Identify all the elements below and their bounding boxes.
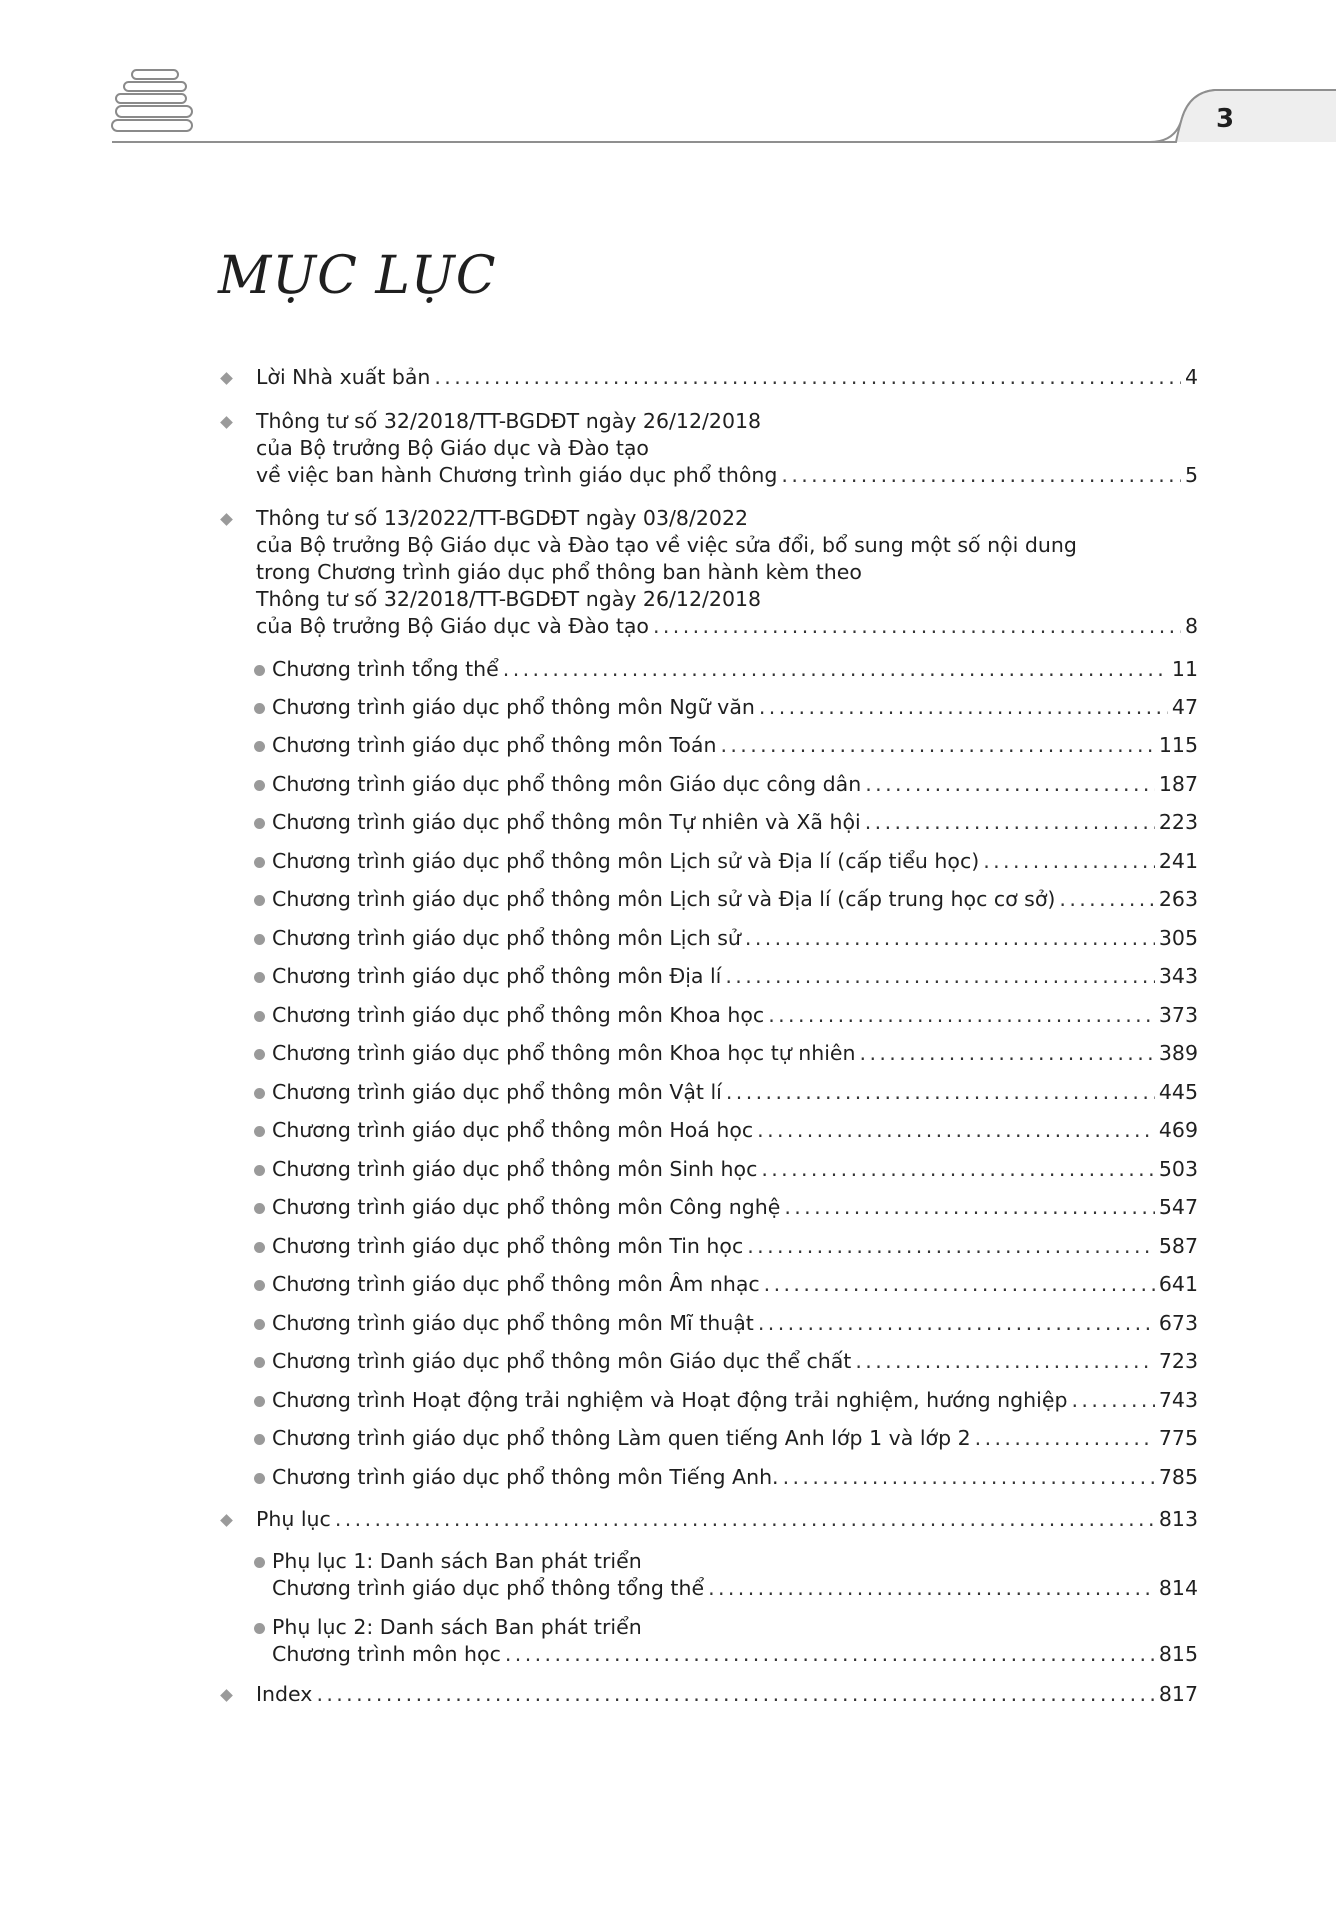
toc-entry-title: Chương trình giáo dục phổ thông môn Âm nhạc <box>272 1272 760 1296</box>
dot-bullet-icon <box>254 1434 265 1445</box>
dot-leader <box>1059 886 1154 913</box>
dot-leader <box>1072 1387 1155 1414</box>
toc-entry-title: Thông tư số 32/2018/TT-BGDĐT ngày 26/12/2018 <box>256 409 762 433</box>
toc-entry-title: Chương trình giáo dục phổ thông môn Lịch sử và Địa lí (cấp tiểu học) <box>272 849 980 873</box>
dot-leader <box>747 1233 1155 1260</box>
dot-leader <box>855 1348 1155 1375</box>
toc-entry-title: Chương trình giáo dục phổ thông môn Khoa học <box>272 1003 765 1027</box>
dot-bullet-icon <box>254 703 265 714</box>
toc-page-number: 187 <box>1158 772 1198 796</box>
dot-leader <box>434 364 1181 391</box>
dot-leader <box>503 656 1168 683</box>
dot-leader <box>761 1156 1155 1183</box>
toc-page-number: 115 <box>1158 733 1198 757</box>
toc-page-number: 389 <box>1158 1041 1198 1065</box>
toc-page-number: 469 <box>1158 1118 1198 1142</box>
dot-bullet-icon <box>254 1049 265 1060</box>
toc-page-number: 814 <box>1158 1576 1198 1600</box>
toc-entry-title: Chương trình giáo dục phổ thông môn Tự nhiên và Xã hội <box>272 810 861 834</box>
toc-page-number: 547 <box>1158 1195 1198 1219</box>
toc-entry-title: trong Chương trình giáo dục phổ thông ban hành kèm theo <box>256 560 862 584</box>
dot-leader <box>758 1310 1155 1337</box>
dot-leader <box>783 1464 1155 1491</box>
toc-entry-title: của Bộ trưởng Bộ Giáo dục và Đào tạo <box>256 614 649 638</box>
toc-page-number: 743 <box>1158 1388 1198 1412</box>
dot-leader <box>975 1425 1155 1452</box>
toc-page-number: 503 <box>1158 1157 1198 1181</box>
dot-leader <box>653 613 1181 640</box>
diamond-bullet-icon <box>220 372 233 385</box>
toc-entry-title: Chương trình giáo dục phổ thông môn Giáo dục công dân <box>272 772 862 796</box>
toc-page-number: 8 <box>1184 614 1198 638</box>
dot-bullet-icon <box>254 1396 265 1407</box>
toc-entry-title: Chương trình giáo dục phổ thông môn Khoa học tự nhiên <box>272 1041 856 1065</box>
toc-page-number: 587 <box>1158 1234 1198 1258</box>
toc-page-number: 445 <box>1158 1080 1198 1104</box>
dot-leader <box>781 462 1181 489</box>
toc-entry-title: Phụ lục <box>256 1507 331 1531</box>
toc-entry-title: Chương trình Hoạt động trải nghiệm và Hoạt động trải nghiệm, hướng nghiệp <box>272 1388 1068 1412</box>
toc-page-number: 4 <box>1184 365 1198 389</box>
toc-entry-title: Chương trình giáo dục phổ thông môn Ngữ văn <box>272 695 755 719</box>
toc-entry-title: Chương trình giáo dục phổ thông tổng thể <box>272 1576 705 1600</box>
toc-page-number: 815 <box>1158 1642 1198 1666</box>
toc-page-number: 775 <box>1158 1426 1198 1450</box>
toc-page-number: 305 <box>1158 926 1198 950</box>
dot-leader <box>983 848 1155 875</box>
dot-bullet-icon <box>254 934 265 945</box>
dot-bullet-icon <box>254 1242 265 1253</box>
dot-bullet-icon <box>254 780 265 791</box>
dot-bullet-icon <box>254 1011 265 1022</box>
toc-entry-title: Chương trình giáo dục phổ thông môn Lịch sử <box>272 926 741 950</box>
toc-page-number: 813 <box>1158 1507 1198 1531</box>
toc-page-number: 263 <box>1158 887 1198 911</box>
dot-leader <box>860 1040 1155 1067</box>
toc-page-number: 817 <box>1158 1682 1198 1706</box>
dot-bullet-icon <box>254 1623 265 1634</box>
dot-bullet-icon <box>254 1557 265 1568</box>
dot-leader <box>720 732 1154 759</box>
dot-bullet-icon <box>254 1088 265 1099</box>
toc-page-number: 241 <box>1158 849 1198 873</box>
stacked-books-icon <box>110 68 200 144</box>
diamond-bullet-icon <box>220 513 233 526</box>
dot-bullet-icon <box>254 665 265 676</box>
toc-page-number: 723 <box>1158 1349 1198 1373</box>
dot-bullet-icon <box>254 1357 265 1368</box>
toc-page-number: 223 <box>1158 810 1198 834</box>
toc-entry-title: Chương trình giáo dục phổ thông môn Địa lí <box>272 964 722 988</box>
dot-leader <box>708 1575 1155 1602</box>
dot-bullet-icon <box>254 1126 265 1137</box>
dot-leader <box>725 963 1154 990</box>
toc-entry-title: Chương trình môn học <box>272 1642 501 1666</box>
dot-bullet-icon <box>254 1165 265 1176</box>
toc-entry-title: Chương trình giáo dục phổ thông Làm quen tiếng Anh lớp 1 và lớp 2 <box>272 1426 971 1450</box>
toc-entry-title: Chương trình giáo dục phổ thông môn Tiếng Anh. <box>272 1465 779 1489</box>
toc-entry-title: Chương trình giáo dục phổ thông môn Hoá học <box>272 1118 754 1142</box>
toc-page-number: 373 <box>1158 1003 1198 1027</box>
diamond-bullet-icon <box>220 1514 233 1527</box>
toc-entry-title: Chương trình giáo dục phổ thông môn Toán <box>272 733 717 757</box>
dot-leader <box>764 1271 1155 1298</box>
dot-bullet-icon <box>254 972 265 983</box>
toc-entry-title: Thông tư số 32/2018/TT-BGDĐT ngày 26/12/2018 <box>256 587 762 611</box>
toc-page-number: 673 <box>1158 1311 1198 1335</box>
dot-bullet-icon <box>254 818 265 829</box>
toc-entry-title: Index <box>256 1682 313 1706</box>
diamond-bullet-icon <box>220 1689 233 1702</box>
dot-bullet-icon <box>254 1473 265 1484</box>
toc-page-number: 785 <box>1158 1465 1198 1489</box>
dot-bullet-icon <box>254 857 265 868</box>
dot-leader <box>726 1079 1155 1106</box>
dot-leader <box>757 1117 1155 1144</box>
toc-page-number: 5 <box>1184 463 1198 487</box>
dot-leader <box>745 925 1155 952</box>
toc-entry-title: Lời Nhà xuất bản <box>256 365 431 389</box>
dot-leader <box>865 771 1155 798</box>
toc-entry-title: Chương trình giáo dục phổ thông môn Lịch sử và Địa lí (cấp trung học cơ sở) <box>272 887 1056 911</box>
header-rule <box>0 0 1336 160</box>
toc-entry-title: Chương trình giáo dục phổ thông môn Sinh học <box>272 1157 758 1181</box>
dot-bullet-icon <box>254 1280 265 1291</box>
toc-entry-title: Chương trình giáo dục phổ thông môn Tin học <box>272 1234 744 1258</box>
toc-entry-title: Chương trình giáo dục phổ thông môn Công nghệ <box>272 1195 781 1219</box>
toc-page-number: 641 <box>1158 1272 1198 1296</box>
toc-page-number: 11 <box>1171 657 1198 681</box>
page-title: MỤC LỤC <box>218 246 497 306</box>
page-number: 3 <box>1215 104 1235 134</box>
toc-page-number: 47 <box>1171 695 1198 719</box>
toc-entry-title: Phụ lục 2: Danh sách Ban phát triển <box>272 1615 642 1639</box>
toc-entry-title: Chương trình giáo dục phổ thông môn Mĩ thuật <box>272 1311 754 1335</box>
toc-entry-title: Chương trình giáo dục phổ thông môn Vật lí <box>272 1080 722 1104</box>
dot-bullet-icon <box>254 895 265 906</box>
dot-bullet-icon <box>254 1319 265 1330</box>
dot-leader <box>768 1002 1155 1029</box>
dot-leader <box>865 809 1155 836</box>
toc-entry-title: Phụ lục 1: Danh sách Ban phát triển <box>272 1549 642 1573</box>
page-header <box>0 0 1336 160</box>
diamond-bullet-icon <box>220 416 233 429</box>
dot-leader <box>316 1681 1154 1708</box>
toc-entry-title: Chương trình tổng thể <box>272 657 499 681</box>
dot-bullet-icon <box>254 1203 265 1214</box>
dot-leader <box>784 1194 1155 1221</box>
toc-entry-title: Chương trình giáo dục phổ thông môn Giáo dục thể chất <box>272 1349 852 1373</box>
toc-entry-title: của Bộ trưởng Bộ Giáo dục và Đào tạo <box>256 436 649 460</box>
toc-entry-title: của Bộ trưởng Bộ Giáo dục và Đào tạo về việc sửa đổi, bổ sung một số nội dung <box>256 533 1077 557</box>
dot-leader <box>335 1506 1155 1533</box>
dot-leader <box>505 1641 1155 1668</box>
toc-entry-title: Thông tư số 13/2022/TT-BGDĐT ngày 03/8/2022 <box>256 506 749 530</box>
dot-bullet-icon <box>254 741 265 752</box>
toc-entry-title: về việc ban hành Chương trình giáo dục phổ thông <box>256 463 778 487</box>
dot-leader <box>759 694 1168 721</box>
toc-page-number: 343 <box>1158 964 1198 988</box>
